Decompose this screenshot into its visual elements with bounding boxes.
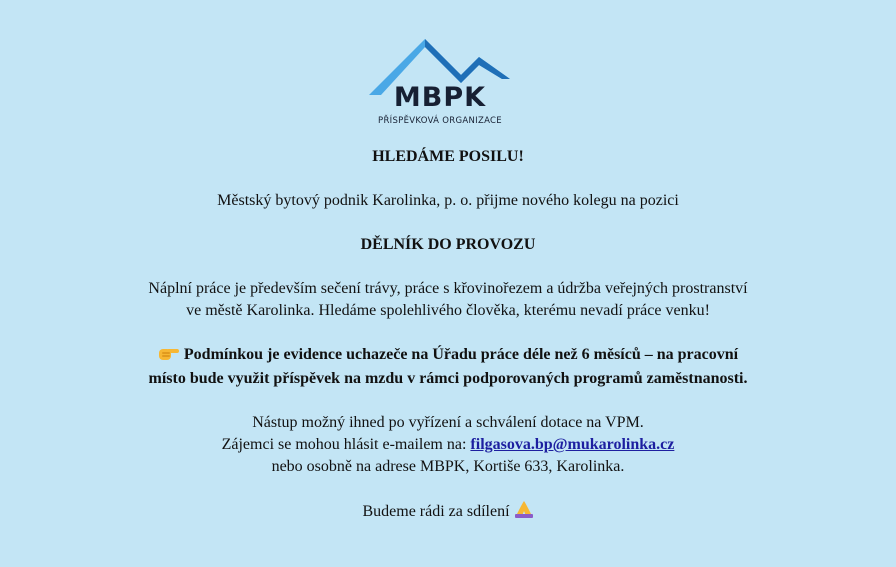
description-line-2: ve městě Karolinka. Hledáme spolehlivého člověka, kterému nevadí práce venku! [186, 302, 710, 319]
condition-line-2: místo bude využit příspěvek na mzdu v rámci podporovaných programů zaměstnanosti. [148, 370, 748, 387]
start-text: Nástup možný ihned po vyřízení a schválení dotace na VPM. [252, 414, 644, 431]
position-title: DĚLNÍK DO PROVOZU [360, 236, 536, 253]
contact-line [0, 434, 896, 456]
description-line-1: Náplní práce je především sečení trávy, práce s křovinořezem a údržba veřejných prostranství [148, 280, 748, 297]
email-link[interactable]: filgasova.bp@mukarolinka.cz [470, 436, 675, 453]
post-intro: Městský bytový podnik Karolinka, p. o. přijme nového kolegu na pozici [217, 192, 679, 209]
closing-text: Budeme rádi za sdílení [362, 503, 510, 520]
logo-title: MBPK [393, 82, 487, 113]
post-heading: HLEDÁME POSILU! [372, 148, 524, 165]
condition-line-1: Podmínkou je evidence uchazeče na Úřadu práce déle než 6 měsíců – na pracovní [0, 344, 896, 368]
mbpk-logo [365, 36, 515, 128]
post-body [0, 146, 896, 525]
contact-prefix: Zájemci se mohou hlásit e-mailem na: [221, 436, 467, 453]
address-text: nebo osobně na adrese MBPK, Kortiše 633, Karolinka. [271, 458, 625, 475]
pointing-hand-icon [158, 345, 180, 368]
closing-line [0, 500, 896, 525]
praying-hands-icon [514, 500, 534, 525]
logo-subtitle: PŘÍSPĚVKOVÁ ORGANIZACE [378, 116, 502, 126]
